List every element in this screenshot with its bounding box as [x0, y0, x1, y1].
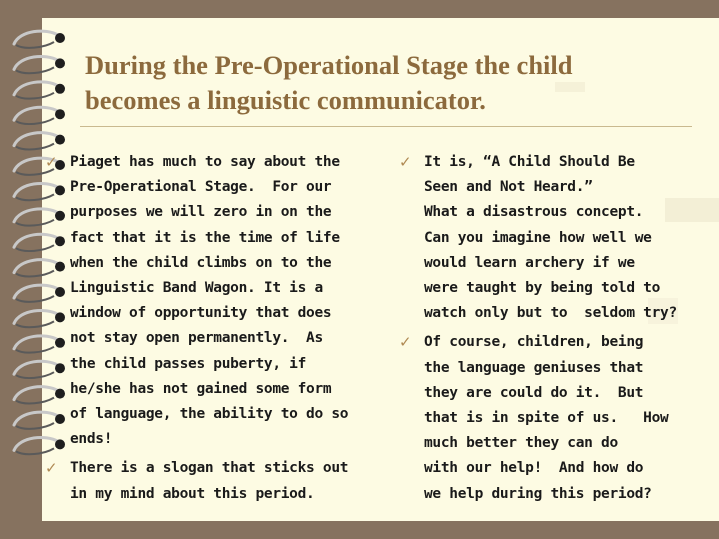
text-line: would learn archery if we	[424, 254, 635, 271]
text-line: There is a slogan that sticks out	[70, 460, 349, 477]
binding-ring	[14, 56, 58, 69]
title-divider	[80, 126, 692, 127]
bullet-text	[424, 150, 714, 326]
binding-ring-shadow	[16, 245, 54, 251]
binding-ring	[14, 387, 58, 400]
text-line: we help during this period?	[424, 485, 652, 502]
binding-ring	[14, 437, 58, 450]
binding-ring	[14, 234, 58, 247]
binding-ring-shadow	[16, 220, 54, 226]
bullet-text	[70, 456, 390, 506]
left-column	[45, 150, 390, 511]
binding-hole	[55, 262, 65, 272]
binding-ring	[14, 133, 58, 146]
text-line: Can you imagine how well we	[424, 229, 652, 246]
bullet-item	[45, 456, 390, 506]
binding-hole	[55, 389, 65, 399]
text-line: What a disastrous concept.	[424, 204, 644, 221]
bullet-item	[399, 150, 714, 326]
binding-ring-shadow	[16, 42, 54, 48]
binding-ring-shadow	[16, 321, 54, 327]
page-title	[85, 48, 645, 118]
text-line: of language, the ability to do so	[70, 406, 349, 423]
binding-ring-shadow	[16, 423, 54, 429]
text-line: the child passes puberty, if	[70, 355, 307, 372]
right-column	[399, 150, 714, 511]
text-line: with our help! And how do	[424, 460, 644, 477]
text-line: when the child climbs on to the	[70, 254, 332, 271]
text-line: ends!	[70, 431, 113, 448]
binding-ring-shadow	[16, 372, 54, 378]
check-icon: ✓	[45, 459, 58, 478]
binding-ring-shadow	[16, 118, 54, 124]
binding-ring-shadow	[16, 194, 54, 200]
binding-ring-shadow	[16, 144, 54, 150]
text-line: he/she has not gained some form	[70, 380, 332, 397]
text-line: the language geniuses that	[424, 359, 644, 376]
binding-hole	[55, 33, 65, 43]
text-line: Pre-Operational Stage. For our	[70, 179, 332, 196]
binding-ring	[14, 31, 58, 44]
binding-ring	[14, 361, 58, 374]
title-line-2: becomes a linguistic communicator.	[85, 85, 486, 115]
bullet-item	[399, 330, 714, 506]
binding-ring	[14, 336, 58, 349]
text-line: window of opportunity that does	[70, 305, 332, 322]
binding-hole	[55, 211, 65, 221]
check-icon: ✓	[399, 333, 412, 352]
binding-ring-shadow	[16, 67, 54, 73]
text-line: Piaget has much to say about the	[70, 154, 340, 170]
spiral-binding	[0, 0, 80, 539]
text-line: purposes we will zero in on the	[70, 204, 332, 221]
binding-hole	[55, 363, 65, 373]
binding-hole	[55, 109, 65, 119]
text-line: not stay open permanently. As	[70, 330, 323, 347]
binding-ring	[14, 412, 58, 425]
binding-hole	[55, 338, 65, 348]
text-line: they are could do it. But	[424, 384, 644, 401]
text-line: much better they can do	[424, 435, 618, 452]
binding-ring-shadow	[16, 93, 54, 99]
binding-ring	[14, 209, 58, 222]
binding-ring-shadow	[16, 271, 54, 277]
binding-ring-shadow	[16, 398, 54, 404]
binding-ring	[14, 260, 58, 273]
title-line-1: During the Pre-Operational Stage the child	[85, 50, 573, 80]
binding-hole	[55, 439, 65, 449]
binding-hole	[55, 185, 65, 195]
text-line: were taught by being told to	[424, 280, 661, 297]
text-line: Linguistic Band Wagon. It is a	[70, 280, 323, 297]
binding-ring	[14, 82, 58, 95]
binding-ring	[14, 310, 58, 323]
check-icon: ✓	[45, 153, 58, 171]
text-line: Seen and Not Heard.”	[424, 179, 593, 196]
binding-ring-shadow	[16, 448, 54, 454]
binding-hole	[55, 312, 65, 322]
binding-ring-shadow	[16, 347, 54, 353]
binding-hole	[55, 287, 65, 297]
text-line: that is in spite of us. How	[424, 410, 669, 427]
check-icon: ✓	[399, 153, 412, 171]
bullet-text	[70, 150, 390, 452]
binding-hole	[55, 84, 65, 94]
bullet-item	[45, 150, 390, 452]
text-line: fact that it is the time of life	[70, 229, 340, 246]
binding-hole	[55, 58, 65, 68]
text-line: It is, “A Child Should Be	[424, 154, 635, 170]
text-line: Of course, children, being	[424, 334, 644, 351]
binding-ring	[14, 183, 58, 196]
binding-ring-shadow	[16, 296, 54, 302]
binding-hole	[55, 135, 65, 145]
binding-hole	[55, 414, 65, 424]
text-line: in my mind about this period.	[70, 485, 315, 502]
binding-ring	[14, 107, 58, 120]
text-line: watch only but to seldom try?	[424, 305, 677, 322]
bullet-text	[424, 330, 714, 506]
binding-ring	[14, 285, 58, 298]
binding-hole	[55, 236, 65, 246]
